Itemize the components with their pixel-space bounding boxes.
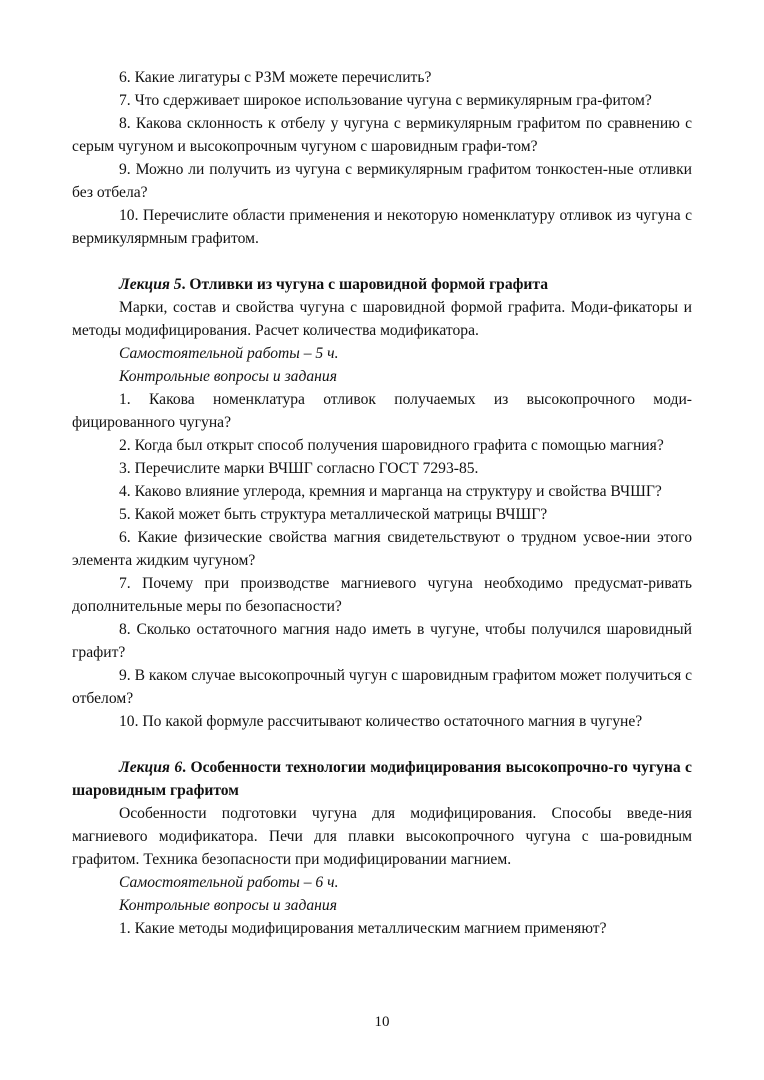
lecture-6-self-work: Самостоятельной работы – 6 ч. (119, 874, 339, 891)
lecture-6-description: Особенности подготовки чугуна для модифицирования. Способы введе-ния магниевого модификатора. Печи для плавки высокопрочного чугуна с ша-ровидным графитом. Техника безопасности при модифицировании магнием. (72, 805, 692, 868)
page-number: 10 (374, 1014, 390, 1030)
question-item: 4. Каково влияние углерода, кремния и марганца на структуру и свойства ВЧШГ? (119, 483, 662, 500)
question-item: 3. Перечислите марки ВЧШГ согласно ГОСТ 7293-85. (119, 460, 479, 477)
lecture-5-control-heading: Контрольные вопросы и задания (119, 368, 337, 385)
lecture-5-heading (72, 273, 692, 296)
question-list-lecture5 (72, 388, 692, 733)
question-item: 9. Можно ли получить из чугуна с вермикулярным графитом тонкостен-ные отливки без отбела? (72, 161, 692, 201)
lecture-5-label: Лекция 5 (119, 276, 182, 293)
lecture-5-title: . Отливки из чугуна с шаровидной формой графита (181, 276, 549, 293)
question-item: 1. Какие методы модифицирования металлическим магнием применяют? (119, 920, 607, 937)
question-item: 6. Какие лигатуры с РЗМ можете перечислить? (119, 69, 432, 86)
question-item: 9. В каком случае высокопрочный чугун с шаровидным графитом может получиться с отбелом? (72, 667, 692, 707)
question-item: 7. Что сдерживает широкое использование чугуна с вермикулярным гра-фитом? (119, 92, 652, 109)
question-item: 8. Сколько остаточного магния надо иметь в чугуне, чтобы получился шаровидный графит? (72, 621, 692, 661)
lecture-6-control-heading: Контрольные вопросы и задания (119, 897, 337, 914)
question-item: 2. Когда был открыт способ получения шаровидного графита с помощью магния? (119, 437, 664, 454)
lecture-5-description: Марки, состав и свойства чугуна с шаровидной формой графита. Моди-фикаторы и методы модифицирования. Расчет количества модификатора. (72, 299, 692, 339)
question-item: 10. Перечислите области применения и некоторую номенклатуру отливок из чугуна с вермикулярмным графитом. (72, 207, 692, 247)
question-item: 8. Какова склонность к отбелу у чугуна с вермикулярным графитом по сравнению с серым чугуном и высокопрочным чугуном с шаровидным графи-том? (72, 115, 692, 155)
question-item: 10. По какой формуле рассчитывают количество остаточного магния в чугуне? (119, 713, 643, 730)
page-content (72, 66, 692, 940)
question-item: 5. Какой может быть структура металлической матрицы ВЧШГ? (119, 506, 548, 523)
lecture-6-heading (72, 756, 692, 802)
lecture-5-self-work: Самостоятельной работы – 5 ч. (119, 345, 339, 362)
question-list-lecture6 (72, 917, 692, 940)
lecture-6-title: . Особенности технологии модифицирования высокопрочно-го чугуна с шаровидным графитом (72, 759, 692, 799)
question-item: 7. Почему при производстве магниевого чугуна необходимо предусмат-ривать дополнительные меры по безопасности? (72, 575, 692, 615)
question-item: 1. Какова номенклатура отливок получаемых из высокопрочного моди-фицированного чугуна? (72, 391, 692, 431)
question-item: 6. Какие физические свойства магния свидетельствуют о трудном усвое-нии этого элемента жидким чугуном? (72, 529, 692, 569)
question-list-lecture4 (72, 66, 692, 250)
lecture-6-label: Лекция 6 (119, 759, 183, 776)
